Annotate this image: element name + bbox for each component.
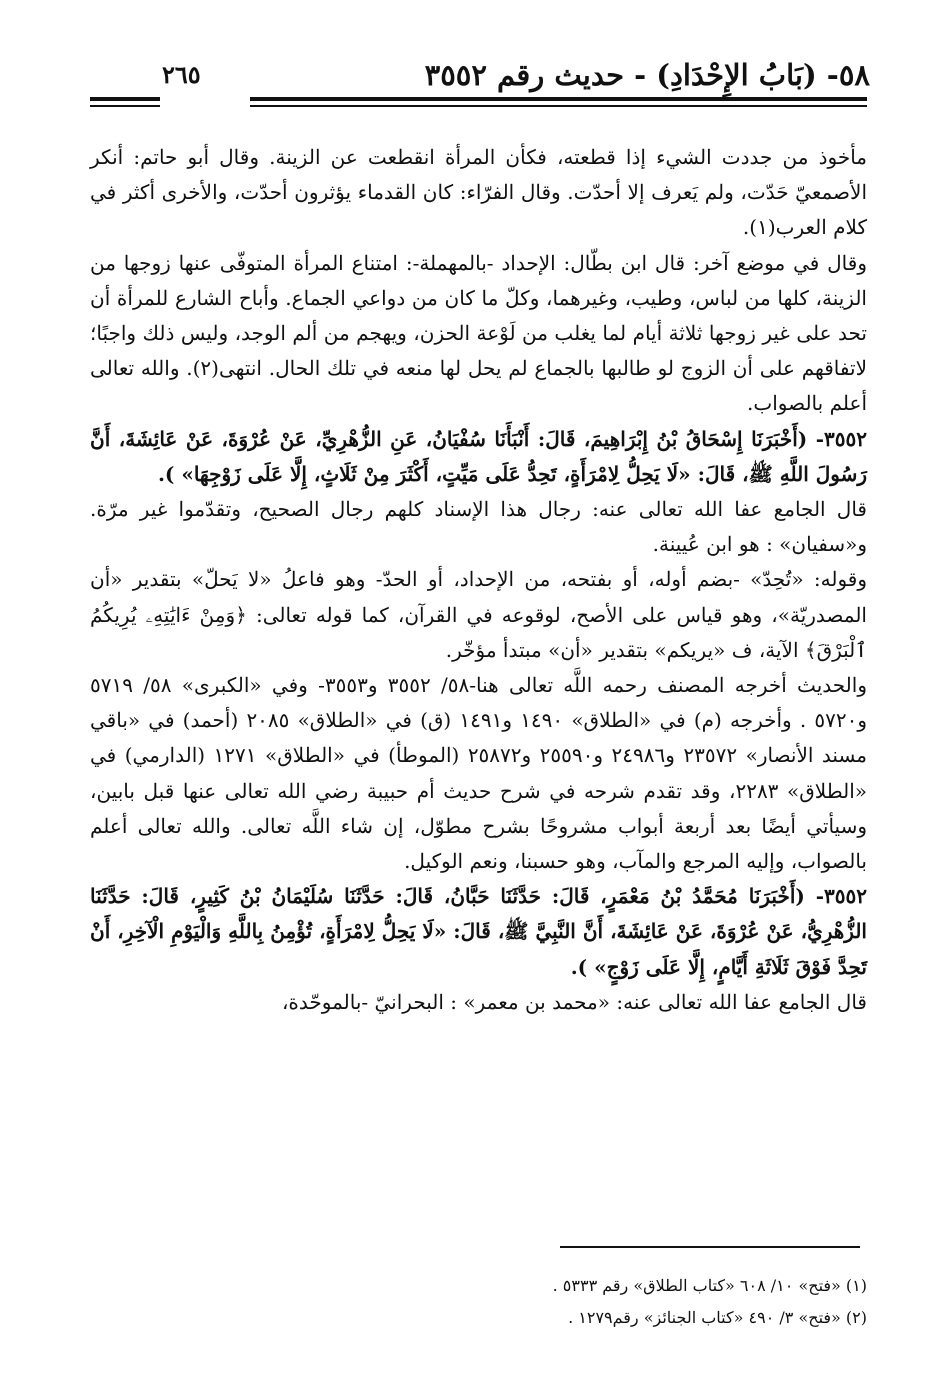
footnote-separator xyxy=(560,1246,860,1248)
paragraph-commentary-1: قال الجامع عفا الله تعالى عنه: رجال هذا الإسناد كلهم رجال الصحيح، وتقدّموا غير مرّة. و«سفيان» : هو ابن عُيينة. xyxy=(90,497,867,557)
header-rule-left-thick xyxy=(90,97,160,101)
footnotes xyxy=(90,1270,867,1334)
header-rule-right-thick xyxy=(250,97,867,101)
main-text xyxy=(90,140,867,1020)
footnote-2: (٢) «فتح» ٣/ ٤٩٠ «كتاب الجنائز» رقم١٢٧٩ . xyxy=(568,1308,867,1327)
hadith-3552-b: ٣٥٥٢- (أَخْبَرَنَا مُحَمَّدُ بْنُ مَعْمَرٍ، قَالَ: حَدَّثَنَا حَبَّانُ، قَالَ: حَدَّثَنَا سُلَيْمَانُ بْنُ كَثِيرٍ، قَالَ: حَدَّثَنَا الزُّهْرِيُّ، عَنْ عُرْوَةَ، عَنْ عَائِشَةَ، أَنَّ النَّبِيَّ ﷺ، قَالَ: «لَا يَحِلُّ لِامْرَأَةٍ، تُؤْمِنُ بِاللَّهِ وَالْيَوْمِ الْآخِرِ، أَنْ تَحِدَّ فَوْقَ ثَلَاثَةِ أَيَّامٍ، إِلَّا عَلَى زَوْجٍ» ). xyxy=(90,884,867,979)
chapter-title: ٥٨- (بَابُ الإِحْدَادِ) - حديث رقم ٣٥٥٢ xyxy=(424,58,870,92)
paragraph-commentary-2: وقوله: «تُحِدّ» -بضم أوله، أو بفتحه، من الإحداد، أو الحدّ- وهو فاعلُ «لا يَحلّ» بتقدير «أن المصدريّة»، وهو قياس على الأصح، لوقوعه في القرآن، كما قوله تعالى: ﴿وَمِنْ ءَايَٰتِهِۦ يُرِيكُمُ ٱلْبَرْقَ﴾ الآية، ف «يريكم» بتقدير «أن» مبتدأ مؤخّر. xyxy=(90,567,867,662)
footnote-1: (١) «فتح» ١٠/ ٦٠٨ «كتاب الطلاق» رقم ٥٣٣٣ . xyxy=(552,1276,867,1295)
page-number: ٢٦٥ xyxy=(162,60,201,89)
running-header xyxy=(90,58,870,98)
paragraph-takhrij: والحديث أخرجه المصنف رحمه اللَّه تعالى هنا-٥٨/ ٣٥٥٢ و٣٥٥٣- وفي «الكبرى» ٥٨/ ٥٧١٩ و٥٧٢٠ . وأخرجه (م) في «الطلاق» ١٤٩٠ و١٤٩١ (ق) في «الطلاق» ٢٠٨٥ (أحمد) في «باقي مسند الأنصار» ٢٣٥٧٢ و٢٤٩٨٦ و٢٥٥٩٠ و٢٥٨٧٢ (الموطأ) في «الطلاق» ١٢٧١ (الدارمي) في «الطلاق» ٢٢٨٣، وقد تقدم شرحه في شرح حديث أم حبيبة رضي الله تعالى عنها قبل بابين، وسيأتي أيضًا بعد أربعة أبواب مشروحًا بشرح مطوّل، إن شاء اللَّه تعالى. والله تعالى أعلم بالصواب، وإليه المرجع والمآب، وهو حسبنا، ونعم الوكيل. xyxy=(90,673,868,874)
paragraph-2: وقال في موضع آخر: قال ابن بطّال: الإحداد -بالمهملة-: امتناع المرأة المتوفّى عنها زوجها من الزينة، كلها من لباس، وطيب، وغيرهما، وكلّ ما كان من دواعي الجماع. وأباح الشارع للمرأة أن تحد على غير زوجها ثلاثة أيام لما يغلب من لَوْعة الحزن، ويهجم من ألم الوجد، وليس ذلك واجبًا؛ لاتفاقهم على أن الزوج لو طالبها بالجماع لم يحل لها منعه في تلك الحال. انتهى(٢). والله تعالى أعلم بالصواب. xyxy=(90,250,868,416)
hadith-3552-a: ٣٥٥٢- (أَخْبَرَنَا إِسْحَاقُ بْنُ إِبْرَاهِيمَ، قَالَ: أَنْبَأَنَا سُفْيَانُ، عَنِ الزُّهْرِيِّ، عَنْ عُرْوَةَ، عَنْ عَائِشَةَ، أَنَّ رَسُولَ اللَّهِ ﷺ، قَالَ: «لَا يَحِلُّ لِامْرَأَةٍ، تَحِدُّ عَلَى مَيِّتٍ، أَكْثَرَ مِنْ ثَلَاثٍ، إِلَّا عَلَى زَوْجِهَا» ). xyxy=(90,426,867,486)
header-rule-right-thin xyxy=(250,105,867,107)
header-rule-left-thin xyxy=(90,105,160,107)
paragraph-commentary-3: قال الجامع عفا الله تعالى عنه: «محمد بن معمر» : البحرانيّ -بالموحّدة، xyxy=(281,989,867,1014)
paragraph-1: مأخوذ من جددت الشيء إذا قطعته، فكأن المرأة انقطعت عن الزينة. وقال أبو حاتم: أنكر الأصمعيّ حَدّت، ولم يَعرف إلا أحدّت. وقال الفرّاء: كان القدماء يؤثرون أحدّت، والأخرى أكثر في كلام العرب(١). xyxy=(90,145,867,240)
